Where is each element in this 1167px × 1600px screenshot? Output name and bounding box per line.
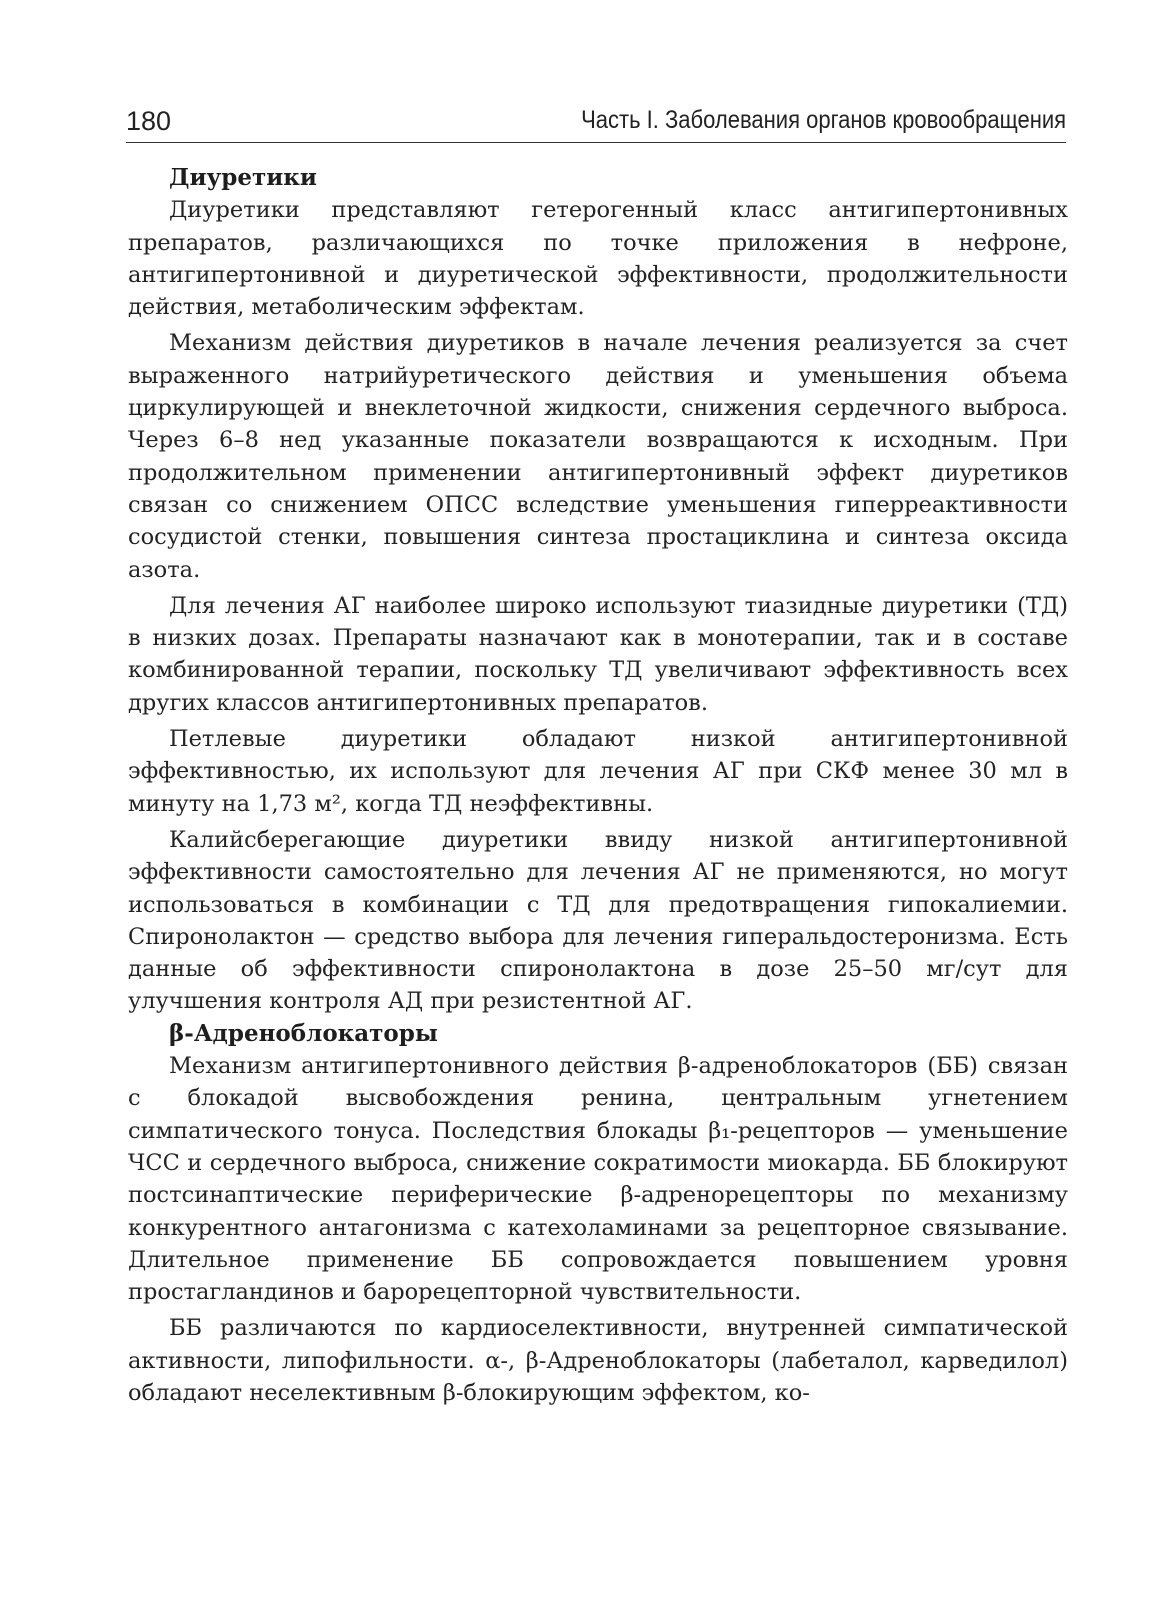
page-number: 180 [126,106,172,136]
paragraph: Для лечения АГ наиболее широко используют тиазидные диуретики (ТД) в низких дозах. Препараты назначают как в монотерапии, так и в составе комбинированной терапии, поскольку ТД увеличивают эффективность всех других классов антигипертонивных препаратов. [128,592,1068,716]
paragraph: Диуретики представляют гетерогенный класс антигипертонивных препаратов, различающихся по точке приложения в нефроне, антигипертонивной и диуретической эффективности, продолжительности действия, метаболическим эффектам. [128,197,1068,321]
paragraph: Механизм антигипертонивного действия β-адреноблокаторов (ББ) связан с блокадой высвобождения ренина, центральным угнетением симпатического тонуса. Последствия блокады β₁-рецепторов — уменьшение ЧСС и сердечного выброса, снижение сократимости миокарда. ББ блокируют постсинаптические периферические β-адренорецепторы по механизму конкурентного антагонизма с катехоламинами за рецепторное связывание. Длительное применение ББ сопровождается повышением уровня простагландинов и барорецепторной чувствительности. [128,1053,1068,1306]
section-heading-diuretics: Диуретики [169,164,317,191]
running-header [126,100,1066,143]
paragraph: Механизм действия диуретиков в начале лечения реализуется за счет выраженного натрийуретического действия и уменьшения объема циркулирующей и внеклеточной жидкости, снижения сердечного выброса. Через 6–8 нед указанные показатели возвращаются к исходным. При продолжительном применении антигипертонивный эффект диуретиков связан со снижением ОПСС вследствие уменьшения гиперреактивности сосудистой стенки, повышения синтеза простациклина и синтеза оксида азота. [128,330,1068,583]
body-text [128,162,1068,1409]
paragraph: Калийсберегающие диуретики ввиду низкой антигипертонивной эффективности самостоятельно для лечения АГ не применяются, но могут использоваться в комбинации с ТД для предотвращения гипокалиемии. Спиронолактон — средство выбора для лечения гиперальдостеронизма. Есть данные об эффективности спиронолактона в дозе 25–50 мг/сут для улучшения контроля АД при резистентной АГ. [128,826,1068,1015]
running-title: Часть I. Заболевания органов кровообращения [581,106,1066,134]
section-heading-beta-blockers: β-Адреноблокаторы [169,1019,438,1047]
paragraph: Петлевые диуретики обладают низкой антигипертонивной эффективностью, их используют для лечения АГ при СКФ менее 30 мл в минуту на 1,73 м², когда ТД неэффективны. [128,726,1068,817]
paragraph: ББ различаются по кардиоселективности, внутренней симпатической активности, липофильности. α-, β-Адреноблокаторы (лабеталол, карведилол) обладают неселективным β-блокирующим эффектом, ко- [128,1315,1068,1406]
